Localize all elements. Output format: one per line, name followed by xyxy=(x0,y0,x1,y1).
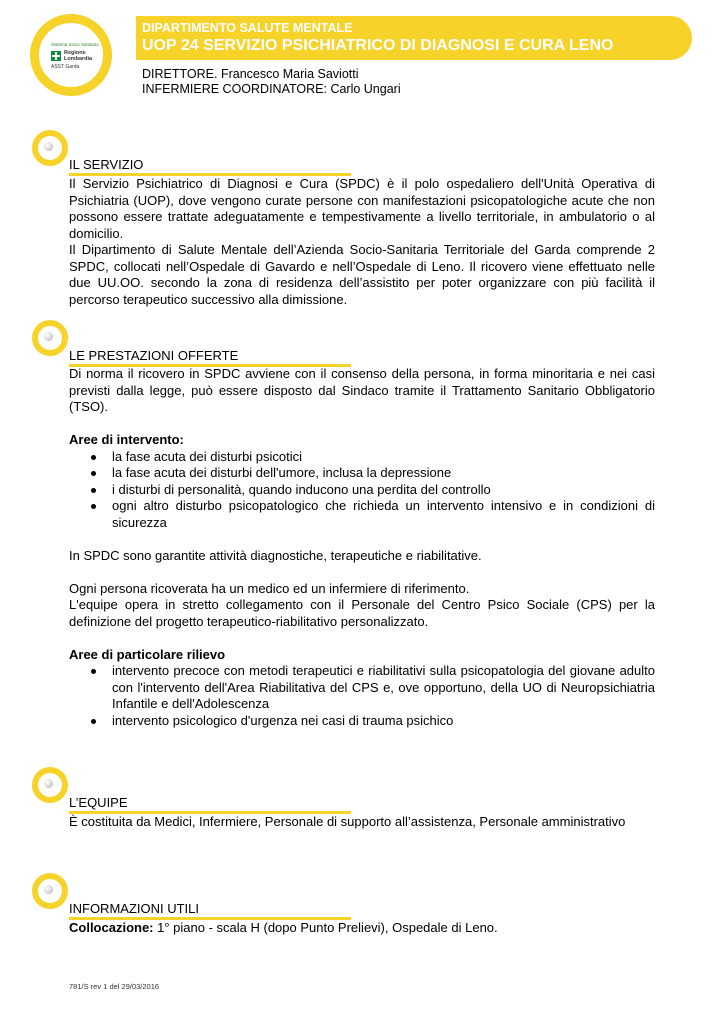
section-marker-icon xyxy=(32,320,68,356)
prestazioni-paragraph-2: In SPDC sono garantite attività diagnostiche, terapeutiche e riabilitative. xyxy=(69,547,482,563)
section-marker-icon xyxy=(32,767,68,803)
aree-intervento-list xyxy=(69,449,655,532)
aree-rilievo-heading: Aree di particolare rilievo xyxy=(69,646,226,662)
logo-region-name: Lombardia xyxy=(64,56,93,62)
coordinator: INFERMIERE COORDINATORE: Carlo Ungari xyxy=(142,82,401,96)
section-body-servizio xyxy=(69,176,655,308)
aree-intervento-heading: Aree di intervento: xyxy=(69,432,184,447)
logo-small-text: Sistema Socio Sanitario xyxy=(51,42,99,47)
header-band xyxy=(136,16,692,60)
collocazione-label: Collocazione: xyxy=(69,920,154,935)
logo-region: Regione xyxy=(64,50,86,56)
logo xyxy=(30,14,112,96)
logo-asst: ASST Garda xyxy=(51,64,80,70)
section-marker-icon xyxy=(32,130,68,166)
list-item: intervento precoce con metodi terapeutici e riabilitativi sulla psicopatologia del giovane adulto con l'intervento dell'Area Riabilitativa del CPS e, ove opportuno, della UO di Neuropsichiatria Infantile e dell'Adolescenza xyxy=(69,663,655,713)
staff-block xyxy=(142,67,401,97)
list-item: la fase acuta dei disturbi psicotici xyxy=(69,449,655,466)
servizio-paragraph-1: Il Servizio Psichiatrico di Diagnosi e Cura (SPDC) è il polo ospedaliero dell'Unità Operativa di Psichiatria (UOP), dove vengono curate persone con manifestazioni psicopatologiche acute che non possono essere trattate adeguatamente e tempestivamente a livello territoriale, in ambulatorio o al domicilio. xyxy=(69,176,655,241)
section-body-info xyxy=(69,920,655,937)
prestazioni-paragraph-4: L'equipe opera in stretto collegamento con il Personale del Centro Psico Sociale (CPS) per la definizione del progetto terapeutico-riabilitativo personalizzato. xyxy=(69,597,655,629)
section-title-info: INFORMAZIONI UTILI xyxy=(69,901,351,920)
unit-title: UOP 24 SERVIZIO PSICHIATRICO DI DIAGNOSI E CURA LENO xyxy=(142,37,614,54)
section-body-prestazioni xyxy=(69,366,655,729)
document-code: 781/S rev 1 del 29/03/2016 xyxy=(69,982,160,991)
prestazioni-paragraph-1: Di norma il ricovero in SPDC avviene con il consenso della persona, in forma minoritaria e nei casi previsti dalla legge, può essere disposto dal Sindaco tramite il Trattamento Sanitario Obbligatorio (TSO). xyxy=(69,366,655,414)
section-marker-icon xyxy=(32,873,68,909)
section-title-prestazioni: LE PRESTAZIONI OFFERTE xyxy=(69,348,351,367)
list-item: la fase acuta dei disturbi dell'umore, inclusa la depressione xyxy=(69,465,655,482)
director: DIRETTORE. Francesco Maria Saviotti xyxy=(142,67,359,81)
prestazioni-paragraph-3: Ogni persona ricoverata ha un medico ed un infermiere di riferimento. xyxy=(69,580,470,596)
collocazione-value: 1° piano - scala H (dopo Punto Prelievi), Ospedale di Leno. xyxy=(153,920,498,935)
servizio-paragraph-2: Il Dipartimento di Salute Mentale dell’Azienda Socio-Sanitaria Territoriale del Garda comprende 2 SPDC, collocati nell’Ospedale di Gavardo e nell’Ospedale di Leno. Il ricovero viene effettuato nelle due UU.OO. secondo la zona di residenza dell’assistito per poter organizzare con più facilità il percorso terapeutico successivo alla dimissione. xyxy=(69,242,655,307)
section-body-equipe xyxy=(69,814,655,831)
section-title-servizio: IL SERVIZIO xyxy=(69,157,351,176)
regione-cross-icon xyxy=(51,51,61,61)
list-item: i disturbi di personalità, quando inducono una perdita del controllo xyxy=(69,482,655,499)
section-title-equipe: L’EQUIPE xyxy=(69,795,351,814)
department-name: DIPARTIMENTO SALUTE MENTALE xyxy=(142,21,353,35)
list-item: ogni altro disturbo psicopatologico che richieda un intervento intensivo e in condizioni di sicurezza xyxy=(69,498,655,531)
equipe-paragraph: È costituita da Medici, Infermiere, Personale di supporto all’assistenza, Personale amministrativo xyxy=(69,814,626,829)
aree-rilievo-list xyxy=(69,663,655,729)
list-item: intervento psicologico d'urgenza nei casi di trauma psichico xyxy=(69,713,655,730)
